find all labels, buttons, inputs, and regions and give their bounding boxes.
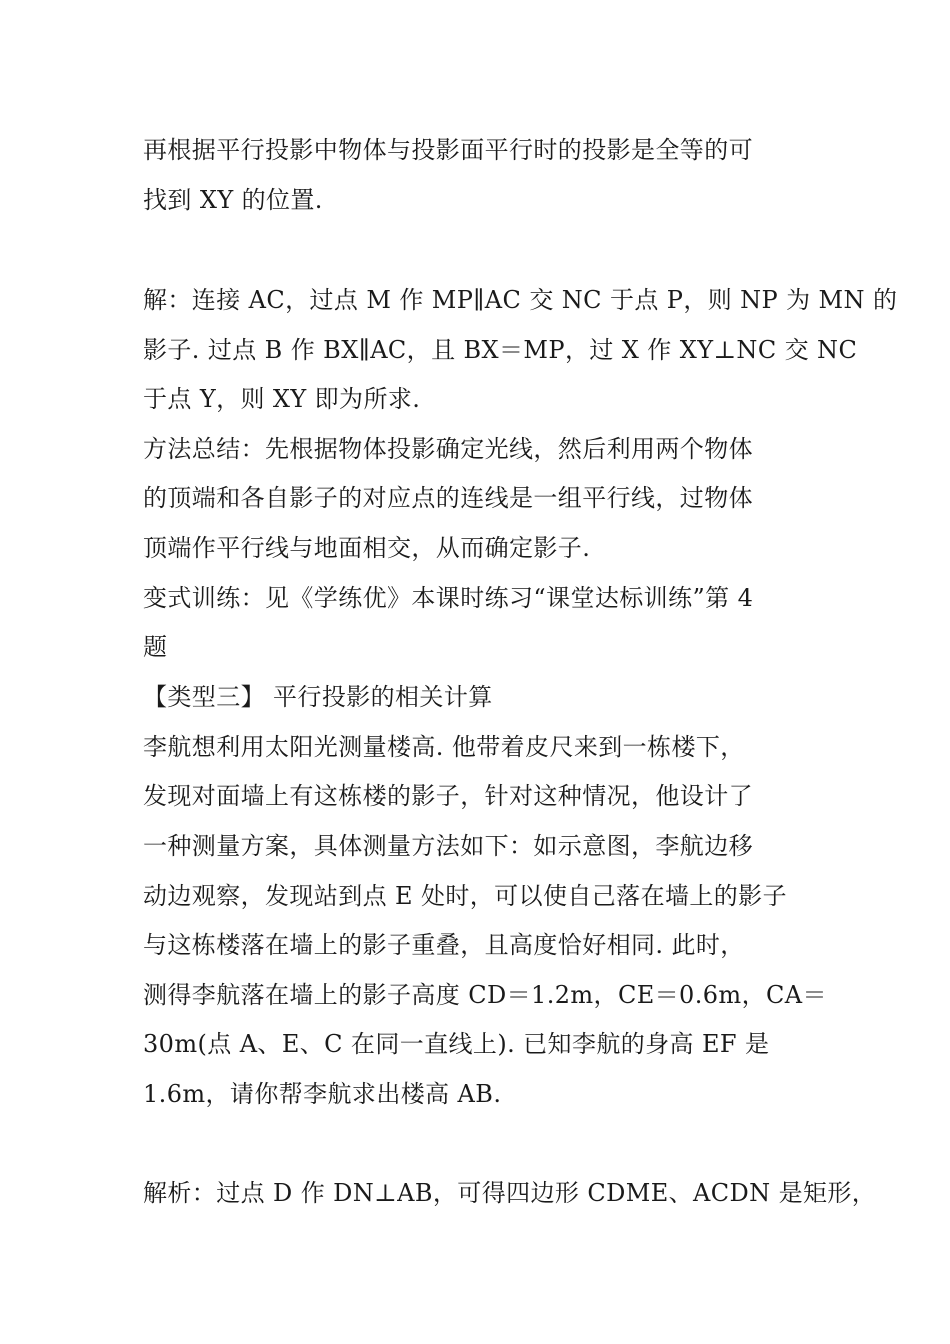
problem-line-6: 测得李航落在墙上的影子高度 CD＝1.2m，CE＝0.6m，CA＝ <box>143 981 827 1009</box>
problem-line-1: 李航想利用太阳光测量楼高. 他带着皮尺来到一栋楼下， <box>143 733 745 761</box>
solution-line-1: 解：连接 AC，过点 M 作 MP∥AC 交 NC 于点 P，则 NP 为 MN 的 <box>143 286 898 314</box>
problem-line-3: 一种测量方案，具体测量方法如下：如示意图，李航边移 <box>143 832 753 860</box>
intro-line-1: 再根据平行投影中物体与投影面平行时的投影是全等的可 <box>143 136 753 164</box>
problem-line-7: 30m(点 A、E、C 在同一直线上). 已知李航的身高 EF 是 <box>143 1030 770 1058</box>
problem-line-2: 发现对面墙上有这栋楼的影子，针对这种情况，他设计了 <box>143 782 753 810</box>
method-summary-line-2: 的顶端和各自影子的对应点的连线是一组平行线，过物体 <box>143 484 753 512</box>
problem-line-5: 与这栋楼落在墙上的影子重叠，且高度恰好相同. 此时， <box>143 931 745 959</box>
solution-line-2: 影子. 过点 B 作 BX∥AC，且 BX＝MP，过 X 作 XY⊥NC 交 NC <box>143 336 858 364</box>
analysis-line-1: 解析：过点 D 作 DN⊥AB，可得四边形 CDME、ACDN 是矩形， <box>143 1179 877 1207</box>
method-summary-line-3: 顶端作平行线与地面相交，从而确定影子. <box>143 534 591 562</box>
problem-line-4: 动边观察，发现站到点 E 处时，可以使自己落在墙上的影子 <box>143 882 787 910</box>
variant-training-line-2: 题 <box>143 633 168 661</box>
section-heading-type-three: 【类型三】 平行投影的相关计算 <box>143 683 493 711</box>
variant-training-line-1: 变式训练：见《学练优》本课时练习“课堂达标训练”第 4 <box>143 584 754 612</box>
problem-line-8: 1.6m，请你帮李航求出楼高 AB. <box>143 1080 502 1108</box>
intro-line-2: 找到 XY 的位置. <box>143 186 323 214</box>
method-summary-line-1: 方法总结：先根据物体投影确定光线，然后利用两个物体 <box>143 435 753 463</box>
solution-line-3: 于点 Y，则 XY 即为所求. <box>143 385 421 413</box>
